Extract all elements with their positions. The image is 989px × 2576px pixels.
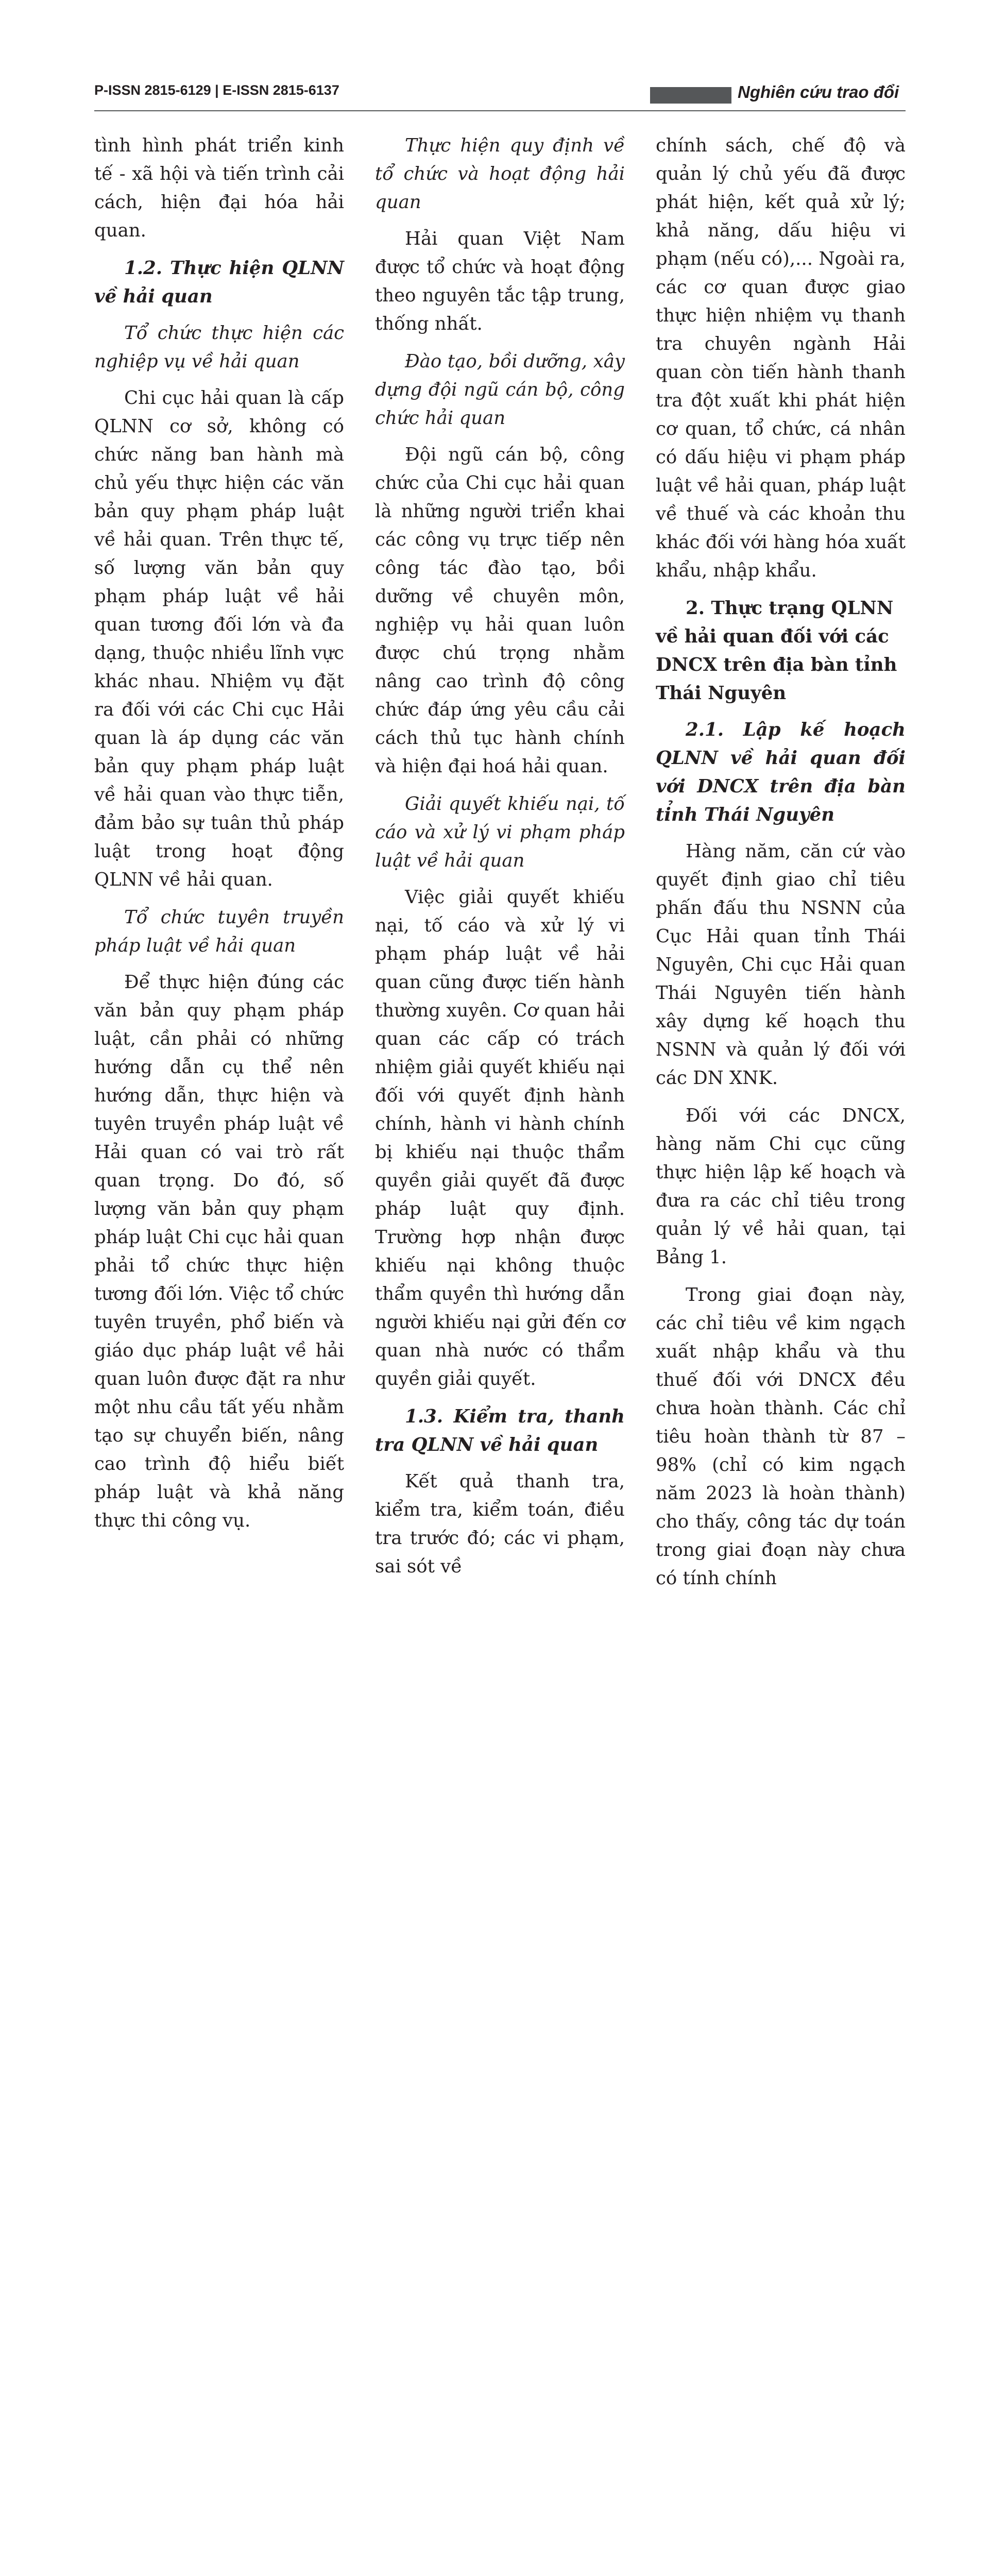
section-heading: 2. Thực trạng QLNN về hải quan đối với các DNCX trên địa bàn tỉnh Thái Nguyên bbox=[656, 598, 897, 704]
text-column-1 bbox=[94, 131, 344, 1531]
paragraph: Để thực hiện đúng các văn bản quy phạm pháp luật, cần phải có những hướng dẫn cụ thể nên hướng dẫn, thực hiện và tuyên truyền pháp luật về Hải quan có vai trò rất quan trọng. Do đó, số lượng văn bản quy phạm pháp luật Chi cục hải quan phải tổ chức thực hiện tương đối lớn. Việc tổ chức tuyên truyền, phổ biến và giáo dục pháp luật về hải quan luôn được đặt ra như một nhu cầu tất yếu nhằm tạo sự chuyển biến, nâng cao trình độ hiểu biết pháp luật và khả năng thực thi công vụ. bbox=[94, 972, 344, 1531]
paragraph: Đối với các DNCX, hàng năm Chi cục cũng thực hiện lập kế hoạch và đưa ra các chỉ tiêu trong quản lý về hải quan, tại Bảng 1. bbox=[656, 1105, 906, 1268]
issn-label: P-ISSN 2815-6129 | E-ISSN 2815-6137 bbox=[94, 82, 339, 98]
text-column-2 bbox=[375, 131, 625, 1577]
italic-subheading: Đào tạo, bồi dưỡng, xây dựng đội ngũ cán bộ, công chức hải quan bbox=[375, 351, 625, 429]
italic-subheading: Giải quyết khiếu nại, tố cáo và xử lý vi phạm pháp luật về hải quan bbox=[375, 793, 625, 871]
subsection-heading: 1.3. Kiểm tra, thanh tra QLNN về hải quan bbox=[375, 1406, 625, 1455]
paragraph: Hải quan Việt Nam được tổ chức và hoạt động theo nguyên tắc tập trung, thống nhất. bbox=[375, 228, 625, 334]
header-divider bbox=[94, 110, 906, 111]
paragraph: tình hình phát triển kinh tế - xã hội và tiến trình cải cách, hiện đại hóa hải quan. bbox=[94, 135, 344, 241]
italic-subheading: Tổ chức tuyên truyền pháp luật về hải quan bbox=[94, 907, 344, 956]
paragraph: chính sách, chế độ và quản lý chủ yếu đã được phát hiện, kết quả xử lý; khả năng, dấu hiệu vi phạm (nếu có),... Ngoài ra, các cơ quan được giao thực hiện nhiệm vụ thanh tra chuyên ngành Hải quan còn tiến hành thanh tra đột xuất khi phát hiện cơ quan, tổ chức, cá nhân có dấu hiệu vi phạm pháp luật về hải quan, pháp luật về thuế và các khoản thu khác đối với hàng hóa xuất khẩu, nhập khẩu. bbox=[656, 135, 906, 581]
paragraph: Trong giai đoạn này, các chỉ tiêu về kim ngạch xuất nhập khẩu và thu thuế đối với DNCX đều chưa hoàn thành. Các chỉ tiêu hoàn thành từ 87 – 98% (chỉ có kim ngạch năm 2023 là hoàn thành) cho thấy, công tác dự toán trong giai đoạn này chưa có tính chính bbox=[656, 1284, 906, 1589]
paragraph: Chi cục hải quan là cấp QLNN cơ sở, không có chức năng ban hành mà chủ yếu thực hiện các văn bản quy phạm pháp luật về hải quan. Trên thực tế, số lượng văn bản quy phạm pháp luật về hải quan tương đối lớn và đa dạng, thuộc nhiều lĩnh vực khác nhau. Nhiệm vụ đặt ra đối với các Chi cục Hải quan là áp dụng các văn bản quy phạm pháp luật về hải quan vào thực tiễn, đảm bảo sự tuân thủ pháp luật trong hoạt động QLNN về hải quan. bbox=[94, 387, 344, 890]
paragraph: Đội ngũ cán bộ, công chức của Chi cục hải quan là những người triển khai các công vụ trực tiếp nên công tác đào tạo, bồi dưỡng về chuyên môn, nghiệp vụ hải quan luôn được chú trọng nhằm nâng cao trình độ công chức đáp ứng yêu cầu cải cách thủ tục hành chính và hiện đại hoá hải quan. bbox=[375, 444, 625, 777]
page-footer bbox=[0, 1298, 989, 1334]
header-accent-bar bbox=[650, 87, 731, 104]
section-title: Nghiên cứu trao đổi bbox=[738, 82, 899, 101]
subsection-heading: 1.2. Thực hiện QLNN về hải quan bbox=[94, 258, 344, 307]
paragraph: Kết quả thanh tra, kiểm tra, kiểm toán, điều tra trước đó; các vi phạm, sai sót về bbox=[375, 1471, 625, 1577]
italic-subheading: Tổ chức thực hiện các nghiệp vụ về hải quan bbox=[94, 323, 344, 372]
text-column-3 bbox=[656, 131, 906, 1589]
subsection-heading: 2.1. Lập kế hoạch QLNN về hải quan đối với DNCX trên địa bàn tỉnh Thái Nguyên bbox=[656, 719, 906, 825]
paragraph: Hàng năm, căn cứ vào quyết định giao chỉ tiêu phấn đấu thu NSNN của Cục Hải quan tỉnh Thái Nguyên, Chi cục Hải quan Thái Nguyên tiến hành xây dựng kế hoạch thu NSNN và quản lý đối với các DN XNK. bbox=[656, 841, 906, 1089]
page-header bbox=[0, 0, 989, 118]
paragraph: Việc giải quyết khiếu nại, tố cáo và xử lý vi phạm pháp luật về hải quan cũng được tiến hành thường xuyên. Cơ quan hải quan các cấp có trách nhiệm giải quyết khiếu nại đối với quyết định hành chính, hành vi hành chính bị khiếu nại thuộc thẩm quyền giải quyết đã được pháp luật quy định. Trường hợp nhận được khiếu nại không thuộc thẩm quyền thì hướng dẫn người khiếu nại gửi đến cơ quan nhà nước có thẩm quyền giải quyết. bbox=[375, 887, 625, 1389]
italic-subheading: Thực hiện quy định về tổ chức và hoạt động hải quan bbox=[375, 135, 625, 213]
